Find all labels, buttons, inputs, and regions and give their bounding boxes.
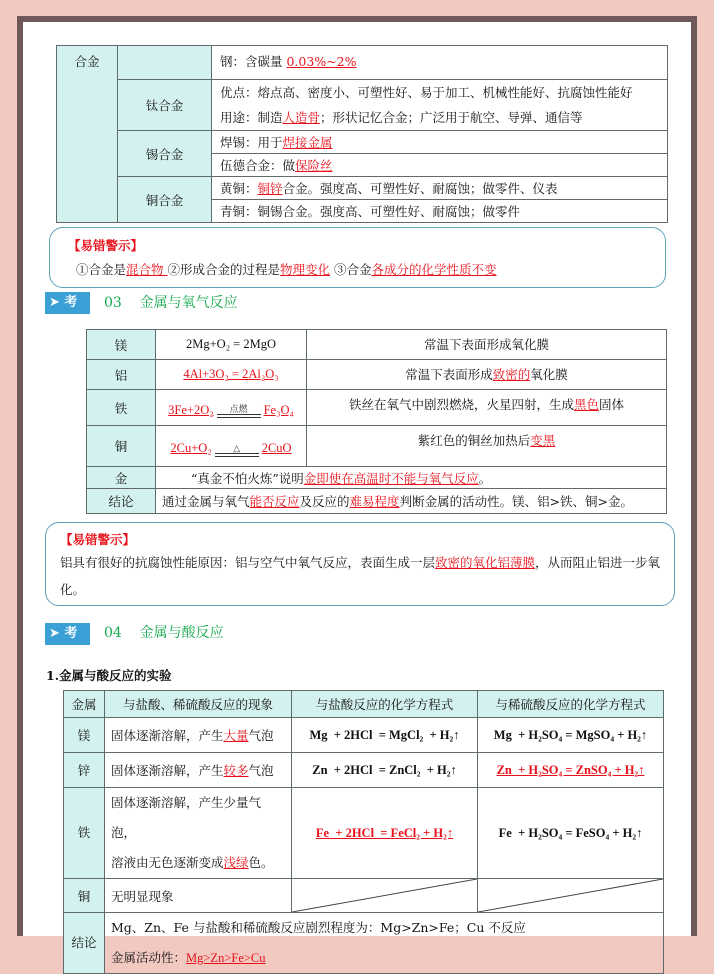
text-segment: 溶液由无色逐渐变成 xyxy=(111,855,224,870)
description-cell xyxy=(307,390,667,426)
alloy-desc-cell xyxy=(212,80,668,131)
metal-cell: 铁 xyxy=(87,390,156,426)
acid-reaction-table xyxy=(63,690,664,974)
equation: Fe + 2HCl = FeCl₂ + H₂↑ xyxy=(315,826,454,840)
text-segment: 焊锡：用于 xyxy=(220,135,283,150)
equation: Mg + H₂SO₄ = MgSO₄ + H₂↑ xyxy=(493,727,648,742)
highlighted-answer: 各成分的化学性质不变 xyxy=(371,262,497,277)
text-segment: 通过金属与氧气 xyxy=(162,494,250,509)
text-segment: 优点：熔点高、密度小、可塑性好、易于加工、机械性能好、抗腐蚀性能好 xyxy=(220,85,633,100)
equation: 2Mg+O₂ = 2MgO xyxy=(186,337,276,351)
highlighted-answer: 黑色 xyxy=(573,397,599,412)
description-cell xyxy=(307,426,667,467)
section-number: 04 xyxy=(104,625,122,641)
highlighted-answer: 金即使在高温时不能与氧气反应 xyxy=(303,470,479,486)
text-segment: 钢：含碳量 xyxy=(220,54,287,69)
description-cell xyxy=(307,330,667,360)
diagonal-line xyxy=(292,879,477,912)
phenomenon-line xyxy=(111,848,283,878)
warning-box xyxy=(49,227,666,288)
gold-text-cell xyxy=(156,467,667,489)
text-segment: 合金。强度高、可塑性好、耐腐蚀；做零件、仪表 xyxy=(282,181,558,196)
warning-box xyxy=(45,522,675,606)
text-segment: 及反应的 xyxy=(299,494,350,509)
highlighted-answer: 致密的 xyxy=(492,367,531,382)
table-row xyxy=(64,788,664,879)
equation-cell xyxy=(156,360,307,390)
text-segment: 用途：制造 xyxy=(220,110,283,125)
alloy-group-cell: 锡合金 xyxy=(118,131,212,177)
hcl-equation-cell xyxy=(292,718,478,753)
text-segment: Mg、Zn、Fe 与盐酸和稀硫酸反应剧烈程度为：Mg>Zn>Fe；Cu 不反应 xyxy=(111,920,526,935)
metal-cell: 铝 xyxy=(87,360,156,390)
conclusion-line xyxy=(111,913,655,943)
alloy-group-cell xyxy=(118,46,212,80)
text-segment: 固体逐渐溶解，产生 xyxy=(111,763,224,778)
conclusion-line xyxy=(111,943,655,973)
equation: 4Al+3O₂ = 2Al₂O₃ xyxy=(183,367,279,381)
column-header: 金属 xyxy=(64,691,105,718)
table-header-row xyxy=(64,691,664,718)
text-segment: 金属活动性： xyxy=(111,951,187,965)
equation: Zn + H₂SO₄ = ZnSO₄ + H₂↑ xyxy=(496,762,645,777)
equation: Mg + 2HCl = MgCl₂ + H₂↑ xyxy=(309,727,460,742)
table-row xyxy=(87,330,667,360)
reaction-condition xyxy=(217,404,261,418)
desc-line xyxy=(220,105,659,130)
phenomenon-line xyxy=(111,887,283,905)
highlighted-answer: Mg>Zn>Fe>Cu xyxy=(186,951,266,965)
highlighted-answer: 致密的氧化铝薄膜 xyxy=(435,555,536,570)
empty-cell xyxy=(478,879,664,913)
text-segment: 青铜：铜锡合金。强度高、可塑性好、耐腐蚀；做零件 xyxy=(220,204,521,219)
equation: Fe + H₂SO₄ = FeSO₄ + H₂↑ xyxy=(498,826,643,840)
table-row xyxy=(87,390,667,426)
subheading: 1.金属与酸反应的实验 xyxy=(46,668,172,683)
section-heading xyxy=(104,292,238,312)
metal-cell: 铁 xyxy=(64,788,105,879)
equation-cell xyxy=(156,330,307,360)
conclusion-label: 结论 xyxy=(64,913,105,974)
column-header: 与盐酸、稀硫酸反应的现象 xyxy=(105,691,292,718)
text-segment: 气泡 xyxy=(248,728,274,743)
section-badge: ➤ 考点 xyxy=(45,623,90,645)
reaction-condition xyxy=(215,443,259,457)
section-heading xyxy=(104,622,224,642)
text-segment: 铁丝在氧气中剧烈燃烧，火星四射，生成 xyxy=(348,397,574,412)
alloy-desc-cell xyxy=(212,46,668,80)
text-segment: 固体逐渐溶解，产生 xyxy=(111,728,224,743)
equals-sign xyxy=(215,453,259,457)
phenomenon-line xyxy=(111,788,283,848)
desc-line xyxy=(220,80,659,105)
text-segment: ，从而阻止铝进一步氧化。 xyxy=(60,555,661,597)
text-segment: 常温下表面形成氧化膜 xyxy=(423,337,549,352)
warning-text xyxy=(60,549,662,603)
highlighted-answer: 较多 xyxy=(223,763,249,778)
highlighted-answer: 混合物 xyxy=(126,262,168,277)
highlighted-answer: 浅绿 xyxy=(223,855,249,870)
text-segment: 气泡 xyxy=(248,763,274,778)
table-row xyxy=(87,489,667,514)
equation: Zn + 2HCl = ZnCl₂ + H₂↑ xyxy=(312,762,457,777)
table-row xyxy=(64,753,664,788)
text-segment: 无明显现象 xyxy=(111,888,174,904)
highlighted-answer: 物理变化 xyxy=(280,262,331,277)
equation-cell xyxy=(156,390,307,426)
metal-cell: 金 xyxy=(87,467,156,489)
text-segment: “真金不怕火炼”说明 xyxy=(191,470,304,486)
h2so4-equation-cell xyxy=(478,788,664,879)
table-row xyxy=(87,360,667,390)
h2so4-equation-cell xyxy=(478,718,664,753)
metal-cell: 镁 xyxy=(87,330,156,360)
table-row xyxy=(64,879,664,913)
highlighted-answer: 难易程度 xyxy=(349,494,400,509)
alloy-desc-cell xyxy=(212,154,668,177)
alloy-desc-cell xyxy=(212,200,668,223)
text-segment: 色。 xyxy=(248,855,274,870)
metal-cell: 锌 xyxy=(64,753,105,788)
text-segment: ；形状记忆合金；广泛用于航空、导弹、通信等 xyxy=(320,110,583,125)
column-header: 与盐酸反应的化学方程式 xyxy=(292,691,478,718)
equation-products: Fe₃O₄ xyxy=(263,402,294,417)
table-row xyxy=(64,718,664,753)
text-segment: 。 xyxy=(478,470,492,486)
phenomenon-cell xyxy=(105,718,292,753)
warning-title: 【易错警示】 xyxy=(68,238,144,253)
highlighted-answer: 保险丝 xyxy=(295,158,333,173)
alloy-desc-cell xyxy=(212,131,668,154)
section-number: 03 xyxy=(104,295,122,311)
table-row xyxy=(87,467,667,489)
phenomenon-cell xyxy=(105,788,292,879)
highlighted-answer: 人造骨 xyxy=(282,110,321,125)
section-badge: ➤ 考点 xyxy=(45,292,90,314)
hcl-equation-cell xyxy=(292,788,478,879)
highlighted-answer: 0.03%~2% xyxy=(286,54,357,69)
condition-label: 点燃 xyxy=(229,404,248,415)
alloy-desc-cell xyxy=(212,177,668,200)
equation-products: 2CuO xyxy=(261,441,292,456)
equation-reactants: 3Fe+2O₂ xyxy=(168,402,214,417)
highlighted-answer: 铜锌 xyxy=(257,181,283,196)
text-segment: 铝具有很好的抗腐蚀性能原因：铝与空气中氧气反应，表面生成一层 xyxy=(60,555,436,570)
text-segment: 伍德合金：做 xyxy=(220,158,296,173)
text-segment: 紫红色的铜丝加热后 xyxy=(417,433,531,448)
equals-sign xyxy=(217,414,261,418)
alloy-category-cell: 合金 xyxy=(57,46,118,223)
equation-cell xyxy=(156,426,307,467)
text-segment: 黄铜： xyxy=(220,181,258,196)
text-segment: ②形成合金的过程是 xyxy=(167,262,281,277)
highlighted-answer: 变黑 xyxy=(530,433,556,448)
phenomenon-cell xyxy=(105,879,292,913)
text-segment: ③合金 xyxy=(330,262,372,277)
text-segment: 判断金属的活动性。镁、铝>铁、铜>金。 xyxy=(399,494,634,509)
diagonal-line xyxy=(478,879,663,912)
metal-cell: 铜 xyxy=(64,879,105,913)
highlighted-answer: 大量 xyxy=(223,728,249,743)
h2so4-equation-cell xyxy=(478,753,664,788)
phenomenon-line xyxy=(111,761,283,779)
text-segment: 固体逐渐溶解，产生少量气泡， xyxy=(111,795,262,840)
text-segment: 固体 xyxy=(599,397,625,412)
empty-cell xyxy=(292,879,478,913)
highlighted-answer: 能否反应 xyxy=(249,494,300,509)
conclusion-cell xyxy=(105,913,664,974)
text-segment: ①合金是 xyxy=(76,262,127,277)
section-title: 金属与酸反应 xyxy=(139,625,224,641)
oxygen-reaction-table xyxy=(86,329,667,514)
alloy-group-cell: 钛合金 xyxy=(118,80,212,131)
conclusion-cell xyxy=(156,489,667,514)
section-title: 金属与氧气反应 xyxy=(139,295,238,311)
warning-text xyxy=(68,260,665,278)
highlighted-answer: 焊接金属 xyxy=(282,135,333,150)
equation-reactants: 2Cu+O₂ xyxy=(170,441,212,456)
warning-title: 【易错警示】 xyxy=(60,532,136,547)
table-row xyxy=(64,913,664,974)
column-header: 与稀硫酸反应的化学方程式 xyxy=(478,691,664,718)
phenomenon-line xyxy=(111,726,283,744)
metal-cell: 镁 xyxy=(64,718,105,753)
hcl-equation-cell xyxy=(292,753,478,788)
text-segment: 氧化膜 xyxy=(530,367,568,382)
description-cell xyxy=(307,360,667,390)
condition-label: △ xyxy=(233,442,241,453)
alloy-group-cell: 铜合金 xyxy=(118,177,212,223)
table-row xyxy=(87,426,667,467)
alloy-table xyxy=(56,45,668,223)
metal-cell: 铜 xyxy=(87,426,156,467)
conclusion-label: 结论 xyxy=(87,489,156,514)
phenomenon-cell xyxy=(105,753,292,788)
text-segment: 常温下表面形成 xyxy=(405,367,493,382)
